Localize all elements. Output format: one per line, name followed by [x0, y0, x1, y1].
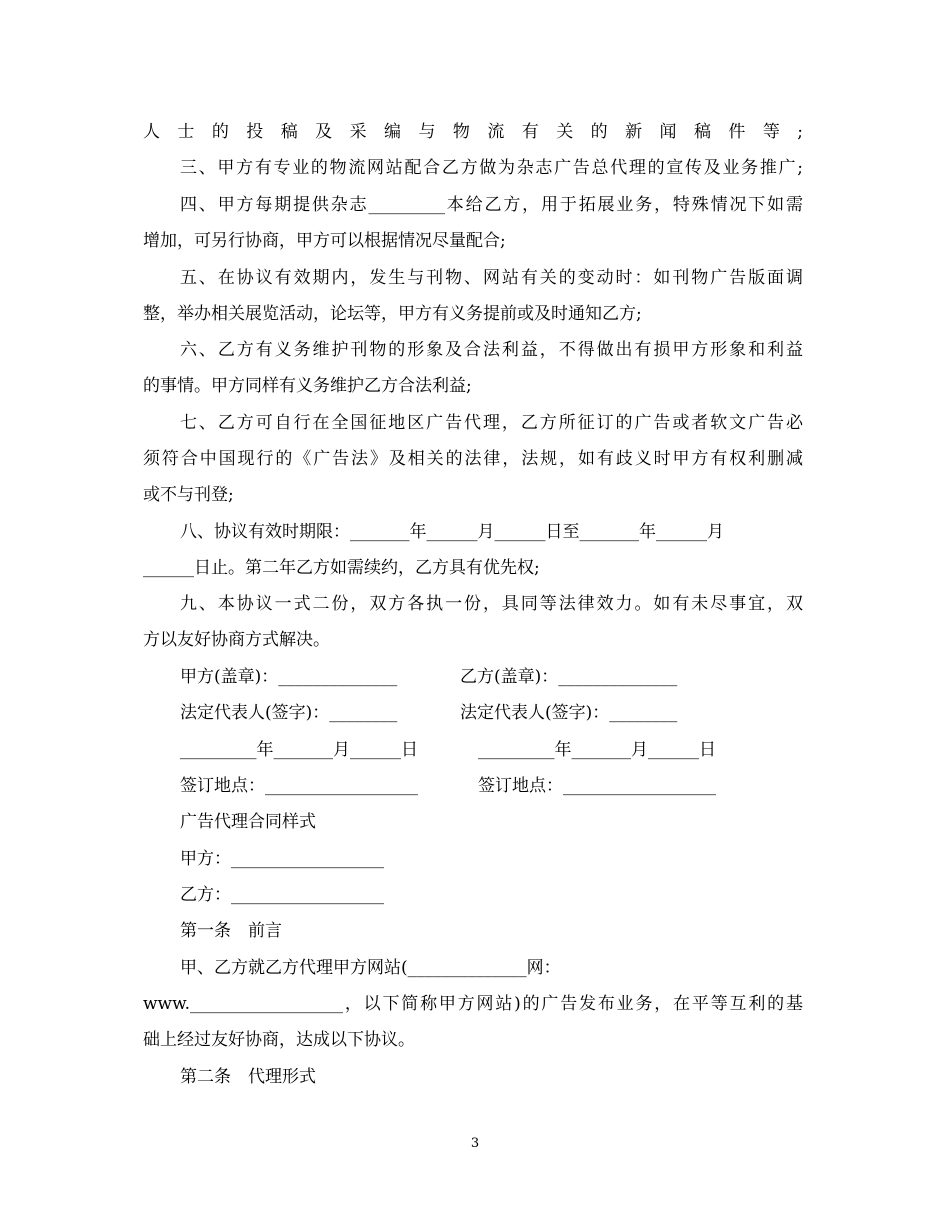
clause-nine: 九、本协议一式二份，双方各执一份，具同等法律效力。如有未尽事宜，双 [180, 594, 803, 614]
text-line: 须符合中国现行的《广告法》及相关的法律，法规，如有歧义时甲方有权利删减 [143, 449, 803, 469]
clause-eight: 八、协议有效时期限：_______年______月______日至_______年______月 [180, 522, 724, 542]
party-a-seal-field: 甲方(盖章)：______________ [180, 667, 398, 687]
text-line: 人士的投稿及采编与物流有关的新闻稿件等; [143, 122, 803, 142]
clause-five: 五、在协议有效期内，发生与刊物、网站有关的变动时：如刊物广告版面调 [180, 268, 803, 288]
article-two-heading: 第二条 代理形式 [180, 1067, 316, 1087]
clause-six: 六、乙方有义务维护刊物的形象及合法利益，不得做出有损甲方形象和利益 [180, 340, 803, 360]
page-number: 3 [470, 1136, 480, 1151]
template-party-a: 甲方：__________________ [180, 849, 384, 869]
text-line: 增加，可另行协商，甲方可以根据情况尽量配合; [143, 231, 506, 251]
text-line: ______日止。第二年乙方如需续约，乙方具有优先权; [143, 558, 540, 578]
party-b-date-field: _________年_______月______日 [478, 740, 716, 760]
clause-seven: 七、乙方可自行在全国征地区广告代理，乙方所征订的广告或者软文广告必 [180, 413, 803, 433]
text-line: 方以友好协商方式解决。 [143, 630, 330, 650]
clause-four: 四、甲方每期提供杂志_________本给乙方，用于拓展业务，特殊情况下如需 [180, 195, 803, 215]
party-b-representative-field: 法定代表人(签字)：________ [460, 703, 678, 723]
party-a-date-field: _________年_______月______日 [180, 740, 418, 760]
template-party-b: 乙方：__________________ [180, 885, 384, 905]
party-b-place-field: 签订地点：__________________ [478, 776, 716, 796]
clause-three: 三、甲方有专业的物流网站配合乙方做为杂志广告总代理的宣传及业务推广; [180, 158, 803, 178]
party-b-seal-field: 乙方(盖章)：______________ [460, 667, 678, 687]
text-line: 或不与刊登; [143, 485, 234, 505]
party-a-place-field: 签订地点：__________________ [180, 776, 418, 796]
article-one-text: www.__________________，以下简称甲方网站)的广告发布业务，在平等互利的基 [143, 994, 803, 1014]
article-one-text: 础上经过友好协商，达成以下协议。 [143, 1030, 415, 1050]
text-line: 的事情。甲方同样有义务维护乙方合法利益; [143, 376, 472, 396]
template-title: 广告代理合同样式 [180, 812, 316, 832]
party-a-representative-field: 法定代表人(签字)：________ [180, 703, 398, 723]
article-one-heading: 第一条 前言 [180, 921, 282, 941]
article-one-text: 甲、乙方就乙方代理甲方网站(______________网： [180, 958, 561, 978]
text-line: 整，举办相关展览活动，论坛等，甲方有义务提前或及时通知乙方; [143, 304, 642, 324]
